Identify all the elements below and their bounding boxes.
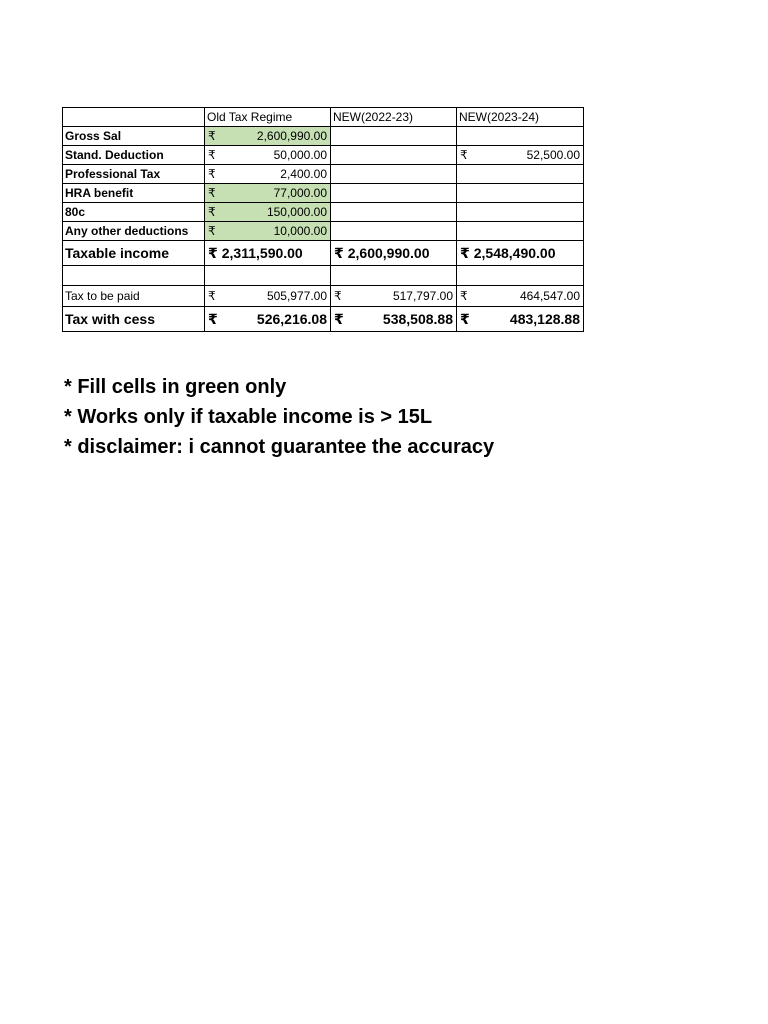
rupee-symbol: ₹ bbox=[208, 148, 216, 162]
header-new-2022-23[interactable]: NEW(2022-23) bbox=[331, 108, 457, 127]
label-other-deductions[interactable]: Any other deductions bbox=[63, 222, 205, 241]
rupee-symbol: ₹ bbox=[208, 245, 218, 261]
rupee-symbol: ₹ bbox=[208, 224, 216, 238]
cell-taxable-new2324[interactable] bbox=[457, 241, 584, 266]
row-other-deductions bbox=[63, 222, 584, 241]
cell-std-deduction-old[interactable] bbox=[205, 146, 331, 165]
amount: 464,547.00 bbox=[519, 289, 580, 303]
header-new-2023-24[interactable]: NEW(2023-24) bbox=[457, 108, 584, 127]
label-std-deduction[interactable]: Stand. Deduction bbox=[63, 146, 205, 165]
cell-80c-new2324[interactable] bbox=[457, 203, 584, 222]
cell-blank-new2223[interactable] bbox=[331, 266, 457, 286]
amount: 517,797.00 bbox=[392, 289, 453, 303]
row-tax-with-cess bbox=[63, 307, 584, 332]
row-prof-tax bbox=[63, 165, 584, 184]
rupee-symbol: ₹ bbox=[208, 186, 216, 200]
cell-other-deductions-old[interactable] bbox=[205, 222, 331, 241]
cell-blank-old[interactable] bbox=[205, 266, 331, 286]
cell-prof-tax-new2223[interactable] bbox=[331, 165, 457, 184]
rupee-symbol: ₹ bbox=[460, 289, 468, 303]
cell-std-deduction-new2324[interactable] bbox=[457, 146, 584, 165]
cell-other-deductions-new2324[interactable] bbox=[457, 222, 584, 241]
amount: 2,548,490.00 bbox=[473, 245, 556, 261]
cell-tax-paid-new2223[interactable] bbox=[331, 286, 457, 307]
rupee-symbol: ₹ bbox=[334, 289, 342, 303]
label-hra[interactable]: HRA benefit bbox=[63, 184, 205, 203]
cell-prof-tax-old[interactable] bbox=[205, 165, 331, 184]
rupee-symbol: ₹ bbox=[334, 311, 344, 327]
amount: 2,600,990.00 bbox=[256, 129, 327, 143]
note-disclaimer: * disclaimer: i cannot guarantee the accuracy bbox=[64, 436, 495, 458]
amount: 505,977.00 bbox=[266, 289, 327, 303]
row-gross-sal bbox=[63, 127, 584, 146]
label-prof-tax[interactable]: Professional Tax bbox=[63, 165, 205, 184]
header-old-regime[interactable]: Old Tax Regime bbox=[205, 108, 331, 127]
row-tax-to-be-paid bbox=[63, 286, 584, 307]
cell-hra-new2324[interactable] bbox=[457, 184, 584, 203]
rupee-symbol: ₹ bbox=[334, 245, 344, 261]
header-row bbox=[63, 108, 584, 127]
row-hra bbox=[63, 184, 584, 203]
cell-prof-tax-new2324[interactable] bbox=[457, 165, 584, 184]
label-80c[interactable]: 80c bbox=[63, 203, 205, 222]
row-80c bbox=[63, 203, 584, 222]
amount: 538,508.88 bbox=[382, 311, 453, 327]
cell-tax-cess-new2223[interactable] bbox=[331, 307, 457, 332]
label-taxable-income[interactable]: Taxable income bbox=[63, 241, 205, 266]
tax-comparison-table bbox=[62, 107, 584, 332]
cell-tax-cess-new2324[interactable] bbox=[457, 307, 584, 332]
amount: 150,000.00 bbox=[266, 205, 327, 219]
cell-tax-paid-new2324[interactable] bbox=[457, 286, 584, 307]
label-tax-with-cess[interactable]: Tax with cess bbox=[63, 307, 205, 332]
amount: 77,000.00 bbox=[273, 186, 327, 200]
cell-gross-sal-new2223[interactable] bbox=[331, 127, 457, 146]
amount: 2,600,990.00 bbox=[347, 245, 430, 261]
amount: 483,128.88 bbox=[509, 311, 580, 327]
amount: 2,311,590.00 bbox=[221, 245, 303, 261]
rupee-symbol: ₹ bbox=[208, 311, 218, 327]
cell-blank-label[interactable] bbox=[63, 266, 205, 286]
amount: 10,000.00 bbox=[273, 224, 327, 238]
cell-gross-sal-new2324[interactable] bbox=[457, 127, 584, 146]
cell-other-deductions-new2223[interactable] bbox=[331, 222, 457, 241]
cell-hra-old[interactable] bbox=[205, 184, 331, 203]
cell-tax-cess-old[interactable] bbox=[205, 307, 331, 332]
note-taxable-threshold: * Works only if taxable income is > 15L bbox=[64, 406, 433, 428]
cell-tax-paid-old[interactable] bbox=[205, 286, 331, 307]
header-cell-empty[interactable] bbox=[63, 108, 205, 127]
rupee-symbol: ₹ bbox=[460, 245, 470, 261]
note-fill-green: * Fill cells in green only bbox=[64, 376, 287, 398]
row-blank bbox=[63, 266, 584, 286]
cell-80c-new2223[interactable] bbox=[331, 203, 457, 222]
amount: 52,500.00 bbox=[526, 148, 580, 162]
amount: 2,400.00 bbox=[280, 167, 327, 181]
cell-taxable-new2223[interactable] bbox=[331, 241, 457, 266]
amount: 50,000.00 bbox=[273, 148, 327, 162]
rupee-symbol: ₹ bbox=[208, 205, 216, 219]
cell-80c-old[interactable] bbox=[205, 203, 331, 222]
rupee-symbol: ₹ bbox=[460, 148, 468, 162]
cell-hra-new2223[interactable] bbox=[331, 184, 457, 203]
cell-gross-sal-old[interactable] bbox=[205, 127, 331, 146]
label-gross-sal[interactable]: Gross Sal bbox=[63, 127, 205, 146]
label-tax-to-be-paid[interactable]: Tax to be paid bbox=[63, 286, 205, 307]
rupee-symbol: ₹ bbox=[460, 311, 470, 327]
cell-std-deduction-new2223[interactable] bbox=[331, 146, 457, 165]
amount: 526,216.08 bbox=[256, 311, 327, 327]
rupee-symbol: ₹ bbox=[208, 289, 216, 303]
cell-taxable-old[interactable] bbox=[205, 241, 331, 266]
row-taxable-income bbox=[63, 241, 584, 266]
rupee-symbol: ₹ bbox=[208, 167, 216, 181]
notes-block bbox=[64, 372, 494, 462]
row-std-deduction bbox=[63, 146, 584, 165]
rupee-symbol: ₹ bbox=[208, 129, 216, 143]
cell-blank-new2324[interactable] bbox=[457, 266, 584, 286]
